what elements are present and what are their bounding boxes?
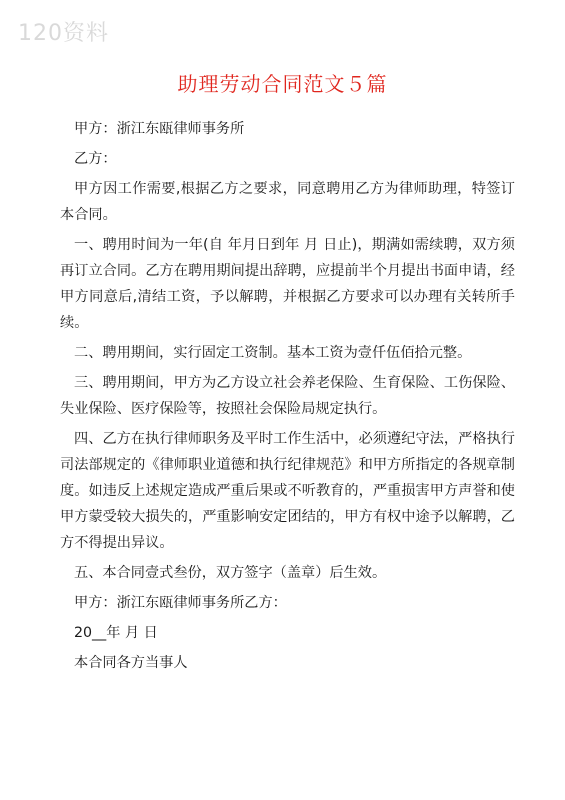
watermark: 120资料	[18, 21, 109, 46]
clause-5: 五、本合同壹式叁份，双方签字（盖章）后生效。	[74, 565, 387, 581]
clause-1: 一、聘用时间为一年(自 年月日到年 月 日止)，期满如需续聘，双方须再订立合同。乙方在聘用期间提出辞聘，应提前半个月提出书面申请，经甲方同意后,清结工资，予以解聘，并根据乙方要求可以办理有关转所手续。	[60, 237, 515, 331]
clause-2: 二、聘用期间，实行固定工资制。基本工资为壹仟伍佰拾元整。	[74, 345, 472, 361]
document-body	[60, 116, 515, 680]
party-a-line: 甲方：浙江东瓯律师事务所	[74, 121, 245, 137]
clause-4: 四、乙方在执行律师职务及平时工作生活中，必须遵纪守法，严格执行司法部规定的《律师职业道德和执行纪律规范》和甲方所指定的各规章制度。如违反上述规定造成严重后果或不听教育的，严重损害甲方声誉和使甲方蒙受较大损失的，严重影响安定团结的，甲方有权中途予以解聘，乙方不得提出异议。	[60, 431, 515, 551]
date-line: 20__年 月 日	[74, 625, 158, 641]
document-title: 助理劳动合同范文５篇	[177, 72, 388, 96]
party-b-line: 乙方：	[74, 151, 117, 167]
intro-paragraph: 甲方因工作需要,根据乙方之要求，同意聘用乙方为律师助理，特签订本合同。	[60, 181, 515, 223]
signature-line: 甲方：浙江东瓯律师事务所乙方：	[74, 595, 287, 611]
clause-3: 三、聘用期间，甲方为乙方设立社会养老保险、生育保险、工伤保险、失业保险、医疗保险等，按照社会保险局规定执行。	[60, 375, 515, 417]
parties-line: 本合同各方当事人	[74, 655, 188, 671]
